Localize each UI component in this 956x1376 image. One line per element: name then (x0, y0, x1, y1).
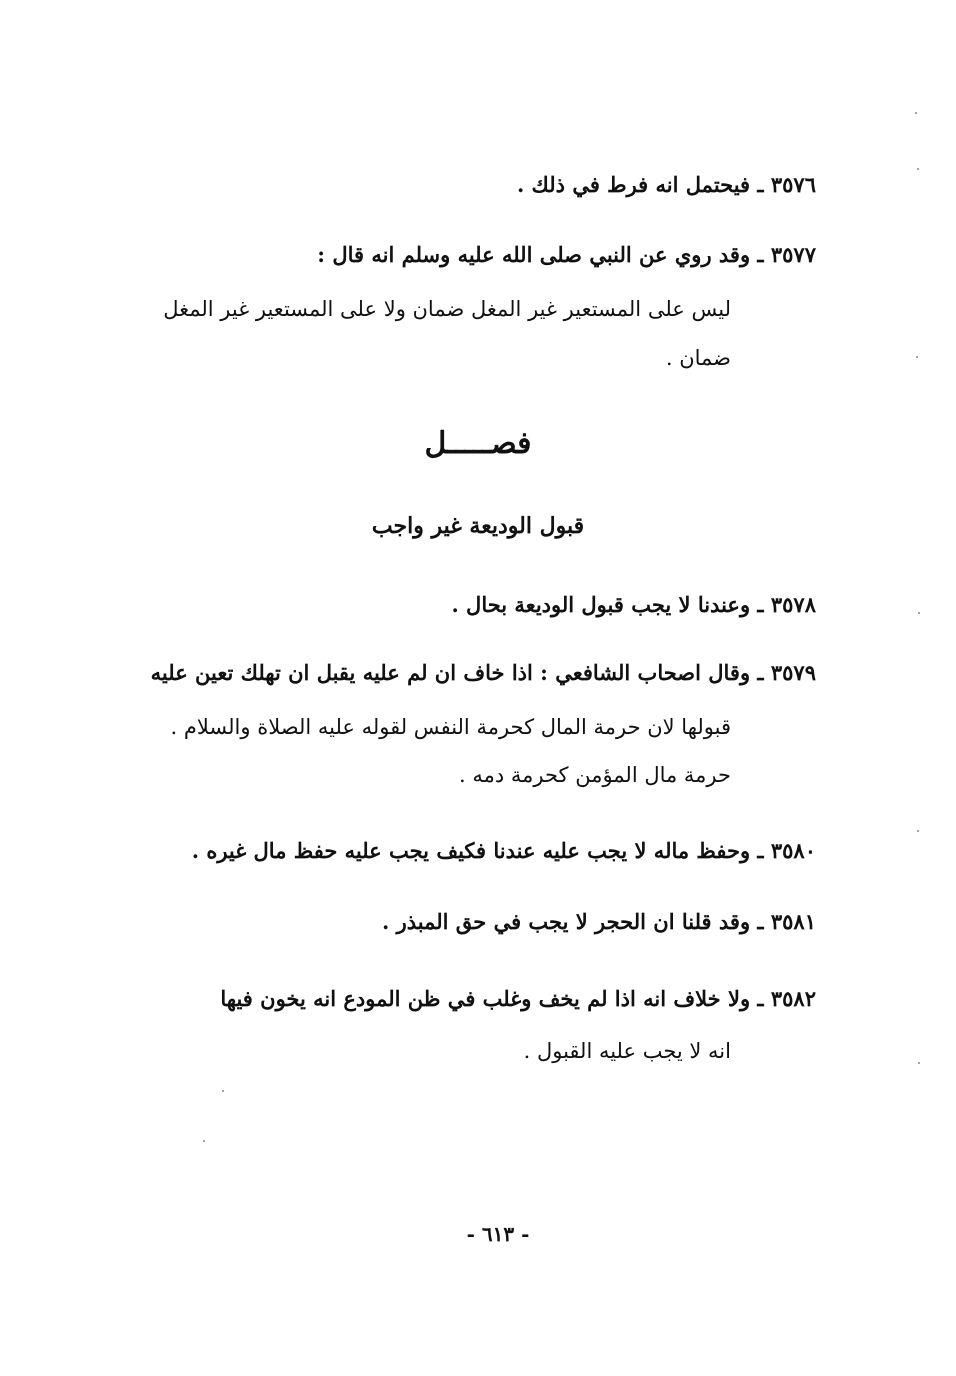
scan-speck (917, 830, 919, 832)
scan-speck (918, 612, 920, 614)
page-number: - ٦١٣ - (466, 1222, 530, 1246)
section-heading: فصـــــل (424, 426, 532, 461)
entry-3580-line-1: ٣٥٨٠ ـ وحفظ ماله لا يجب عليه عندنا فكيف يجب عليه حفظ مال غيره . (191, 838, 816, 863)
scan-speck (222, 1090, 224, 1092)
entry-3582-line-1: ٣٥٨٢ ـ ولا خلاف انه اذا لم يخف وغلب في ظن المودع انه يخون فيها (220, 986, 816, 1011)
entry-3577-line-1: ٣٥٧٧ ـ وقد روي عن النبي صلى الله عليه وسلم انه قال : (317, 242, 816, 267)
scan-speck (917, 168, 919, 170)
entry-3582-line-2: انه لا يجب عليه القبول . (523, 1039, 731, 1063)
entry-3581-line-1: ٣٥٨١ ـ وقد قلنا ان الحجر لا يجب في حق المبذر . (381, 909, 816, 934)
entry-3579-line-3: حرمة مال المؤمن كحرمة دمه . (459, 763, 731, 787)
entry-3579-line-1: ٣٥٧٩ ـ وقال اصحاب الشافعي : اذا خاف ان لم عليه يقبل ان تهلك تعين عليه (150, 660, 816, 685)
scan-speck (918, 1062, 920, 1064)
entry-3578-line-1: ٣٥٧٨ ـ وعندنا لا يجب قبول الوديعة بحال . (451, 592, 816, 617)
entry-3577-line-2: ليس على المستعير غير المغل ضمان ولا على المستعير غير المغل (163, 297, 731, 321)
entry-3577-line-3: ضمان . (665, 346, 731, 370)
entry-3576-line-1: ٣٥٧٦ ـ فيحتمل انه فرط في ذلك . (516, 172, 816, 197)
scan-speck (915, 112, 917, 114)
entry-3579-line-2: قبولها لان حرمة المال كحرمة النفس لقوله عليه الصلاة والسلام . (170, 715, 731, 739)
scan-speck (203, 1140, 205, 1142)
scan-speck (916, 356, 918, 358)
section-subheading: قبول الوديعة غير واجب (371, 513, 585, 539)
